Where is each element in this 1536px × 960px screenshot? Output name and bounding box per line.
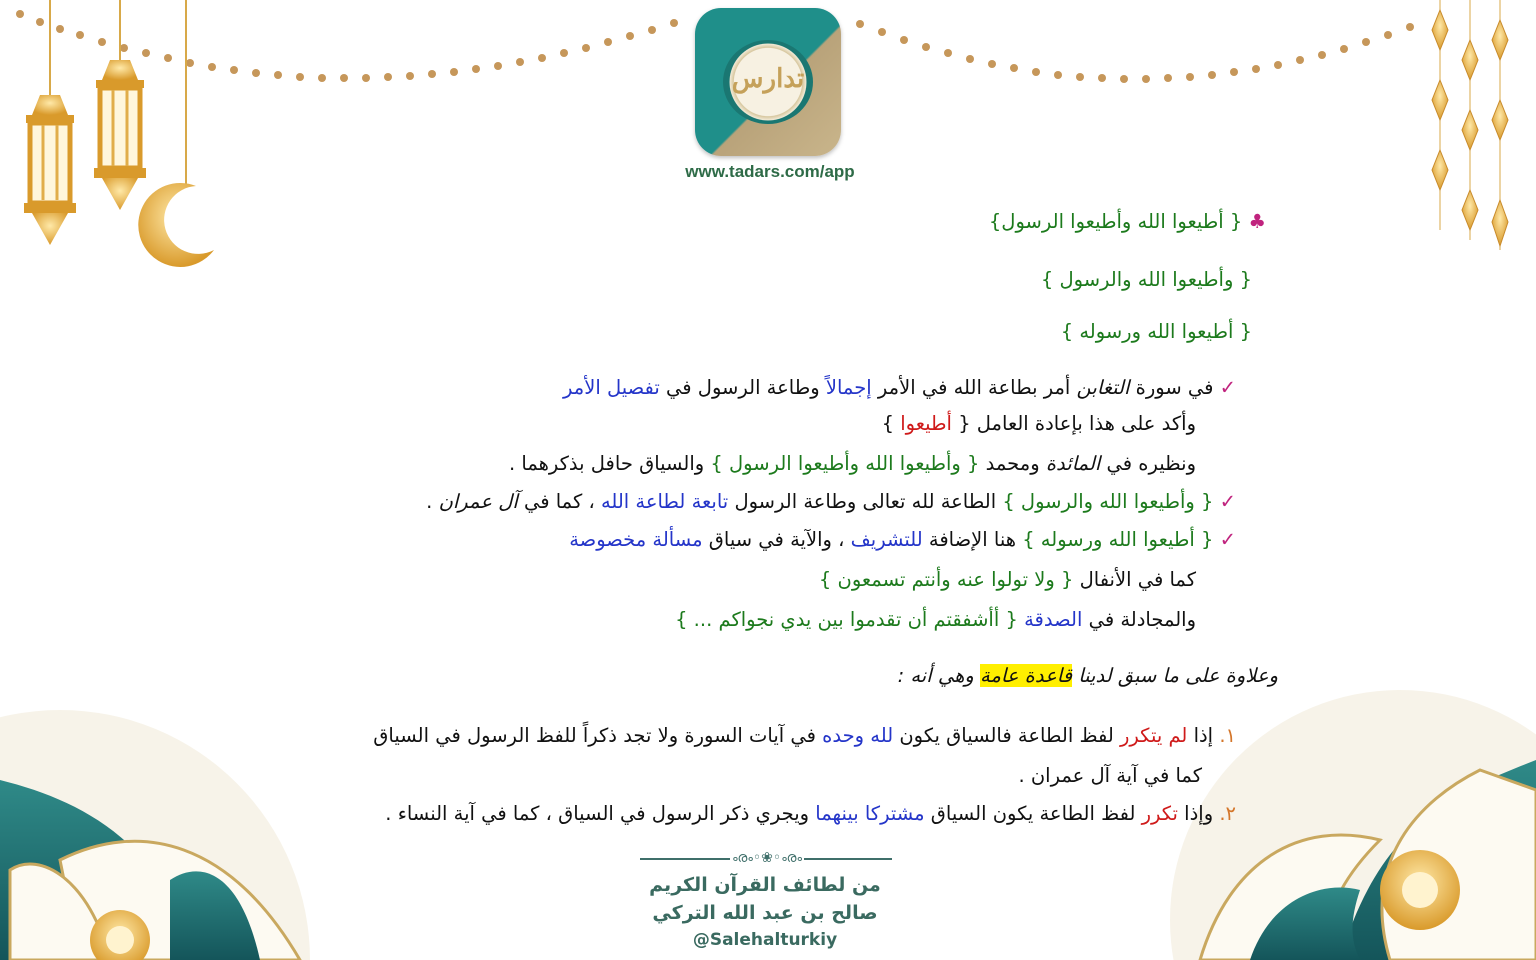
footer-flourish-icon: ൟ◦❀◦ൟ — [731, 850, 803, 866]
rule-intro: وعلاوة على ما سبق لدينا قاعدة عامة وهي أنه : — [897, 664, 1278, 687]
checkmark-icon: ✓ — [1219, 528, 1236, 551]
point-1-line-3: ونظيره في المائدة ومحمد { وأطيعوا الله وأطيعوا الرسول } والسياق حافل بذكرهما . — [508, 452, 1196, 475]
crescent-moon-icon — [138, 0, 214, 267]
app-logo — [695, 8, 841, 156]
right-garland — [856, 20, 1414, 83]
left-garland — [16, 10, 678, 82]
point-3-line-1: ✓ { أطيعوا الله ورسوله } هنا الإضافة للتشريف ، والآية في سياق مسألة مخصوصة — [569, 528, 1236, 551]
point-1-line-2: وأكد على هذا بإعادة العامل { أطيعوا } — [881, 412, 1196, 435]
footer-line-2: صالح بن عبد الله التركي — [652, 902, 878, 924]
site-url: www.tadars.com/app — [685, 162, 855, 181]
lantern-icon — [24, 0, 76, 245]
highlighted-phrase: قاعدة عامة — [980, 664, 1073, 687]
point-2-line: ✓ { وأطيعوا الله والرسول } الطاعة لله تعالى وطاعة الرسول تابعة لطاعة الله ، كما في آل عمران . — [426, 490, 1236, 513]
logo-text: تدارس — [731, 64, 805, 94]
checkmark-icon: ✓ — [1219, 490, 1236, 513]
point-3-line-3: والمجادلة في الصدقة { أأشفقتم أن تقدموا بين يدي نجواكم ... } — [675, 608, 1196, 631]
point-3-line-2: كما في الأنفال { ولا تولوا عنه وأنتم تسمعون } — [818, 568, 1196, 591]
verse-heading-3: { أطيعوا الله ورسوله } — [1060, 320, 1252, 343]
rule-2-line: ٢. وإذا تكرر لفظ الطاعة يكون السياق مشتركا بينهما ويجري ذكر الرسول في السياق ، كما في آية النساء . — [385, 802, 1236, 825]
rule-1-line-1: ١. إذا لم يتكرر لفظ الطاعة فالسياق يكون لله وحده في آيات السورة ولا تجد ذكراً للفظ الرسول في السياق — [373, 724, 1236, 747]
floral-corner-left-icon — [0, 710, 310, 960]
verse-heading-2: { وأطيعوا الله والرسول } — [1040, 268, 1252, 291]
club-icon: ♣ — [1248, 210, 1266, 233]
hanging-ornaments-icon — [1432, 0, 1508, 250]
footer-handle: @Salehalturkiy — [692, 930, 838, 950]
lantern-icon — [94, 0, 146, 210]
footer-line-1: من لطائف القرآن الكريم — [649, 874, 881, 896]
verse-heading-1: ♣ { أطيعوا الله وأطيعوا الرسول} — [988, 210, 1266, 233]
point-1-line-1: ✓ في سورة التغابن أمر بطاعة الله في الأمر إجمالاً وطاعة الرسول في تفصيل الأمر — [563, 376, 1236, 399]
rule-1-line-2: كما في آية آل عمران . — [1018, 764, 1202, 787]
checkmark-icon: ✓ — [1219, 376, 1236, 399]
